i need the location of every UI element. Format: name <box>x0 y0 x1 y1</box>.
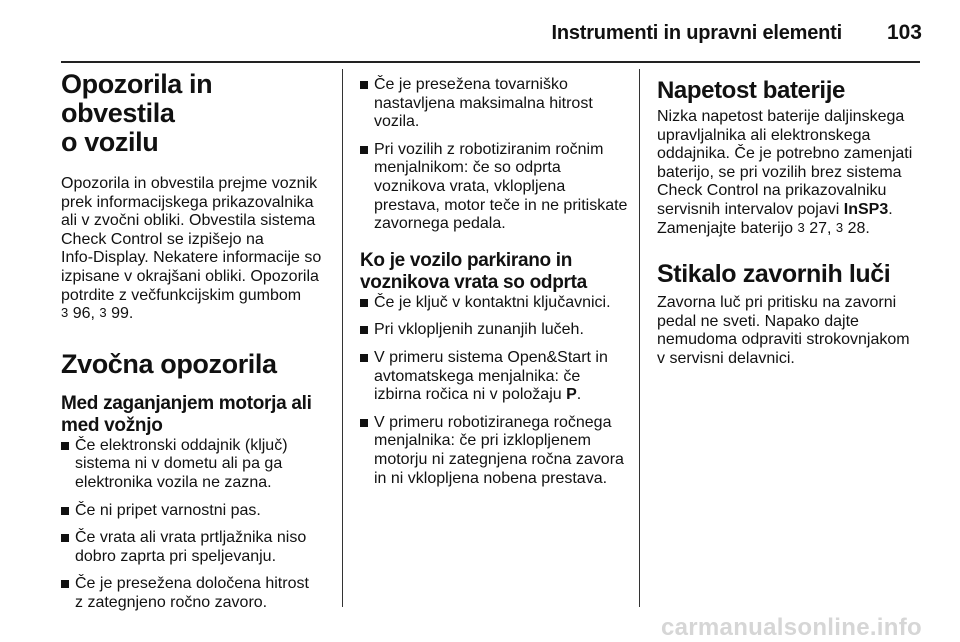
bullet-list <box>360 76 628 234</box>
bullet-square-icon <box>360 326 368 334</box>
page-ref-icon: 3 <box>797 219 805 235</box>
list-item: Pri vozilih z robotiziranim ročnim menjalnikom: če so odprta voznikova vrata, vklopljena prestava, motor teče in ne pritiskate zavornega pedala. <box>360 141 628 234</box>
subheading-parked: Ko je vozilo parkirano in voznikova vrata so odprta <box>360 249 587 293</box>
list-item: Če je presežena tovarniško nastavljena maksimalna hitrost vozila. <box>360 76 628 132</box>
page-ref[interactable]: 96, <box>72 305 95 323</box>
battery-paragraph: Nizka napetost baterije daljinskega upravljalnika ali elektronskega oddajnika. Če je potrebno zamenjati baterijo, se pri vozilih brez sistema Check Control na prikazovalniku servisnih intervalov pojavi InSP3. Zamenjajte baterijo 3 27, 3 28. <box>657 108 913 237</box>
column-1 <box>61 70 329 622</box>
bullet-square-icon <box>61 442 69 450</box>
page-ref[interactable]: 27, <box>809 219 832 237</box>
column-divider-left <box>342 69 343 607</box>
section-title-brake-light: Stikalo zavornih luči <box>657 260 891 289</box>
bullet-square-icon <box>360 354 368 362</box>
list-item: Pri vklopljenih zunanjih lučeh. <box>360 321 628 340</box>
column-2 <box>360 76 628 497</box>
bullet-square-icon <box>360 419 368 427</box>
column-divider-right <box>639 69 640 607</box>
section-title-warnings: Opozorila in obvestila o vozilu <box>61 69 213 157</box>
bullet-list <box>61 437 329 613</box>
watermark: carmanualsonline.info <box>660 614 922 641</box>
page-ref[interactable]: 28. <box>847 219 870 237</box>
brake-paragraph: Zavorna luč pri pritisku na zavorni pedal ne sveti. Napako dajte nemudoma odpraviti strokovnjakom v servisni delavnici. <box>657 294 910 367</box>
list-item: Če je presežena določena hitrost z zategnjeno ročno zavoro. <box>61 575 329 612</box>
page-ref-icon: 3 <box>835 219 844 235</box>
intro-paragraph: Opozorila in obvestila prejme voznik prek informacijskega prikazovalnika ali v zvočni obliki. Obvestila sistema Check Control se izpišejo na Info-Display. Nekatere informacije so izpisane v okrajšani obliki. Opozorila potrdite z večfunkcijskim gumbom 3 96, 3 99. <box>61 175 322 323</box>
subheading-engine-start: Med zaganjanjem motorja ali med vožnjo <box>61 392 312 436</box>
page-number: 103 <box>886 21 922 44</box>
column-3 <box>657 78 925 369</box>
bullet-square-icon <box>360 81 368 89</box>
list-item: Če ni pripet varnostni pas. <box>61 502 329 521</box>
bullet-square-icon <box>360 146 368 154</box>
bullet-square-icon <box>61 507 69 515</box>
bullet-square-icon <box>61 580 69 588</box>
bullet-list <box>360 294 628 488</box>
list-item: Če vrata ali vrata prtljažnika niso dobro zaprta pri speljevanju. <box>61 529 329 566</box>
bullet-square-icon <box>360 299 368 307</box>
list-item: Če elektronski oddajnik (ključ) sistema ni v dometu ali pa ga elektronika vozila ne zazna. <box>61 437 329 493</box>
page-ref-icon: 3 <box>61 305 69 321</box>
page-header-title: Instrumenti in upravni elementi <box>551 22 842 44</box>
list-item: V primeru robotiziranega ročnega menjalnika: če pri izklopljenem motorju ni zategnjena ročna zavora in ni vklopljena nobena prestava. <box>360 414 628 488</box>
list-item: V primeru sistema Open&Start in avtomatskega menjalnika: če izbirna ročica ni v položaju P. <box>360 349 628 405</box>
list-item: Če je ključ v kontaktni ključavnici. <box>360 294 628 313</box>
bullet-square-icon <box>61 534 69 542</box>
header-rule <box>61 61 920 63</box>
section-title-battery: Napetost baterije <box>657 77 845 104</box>
page-ref[interactable]: 99. <box>111 305 134 323</box>
page-ref-icon: 3 <box>99 305 107 321</box>
section-title-acoustic: Zvočna opozorila <box>61 348 277 379</box>
